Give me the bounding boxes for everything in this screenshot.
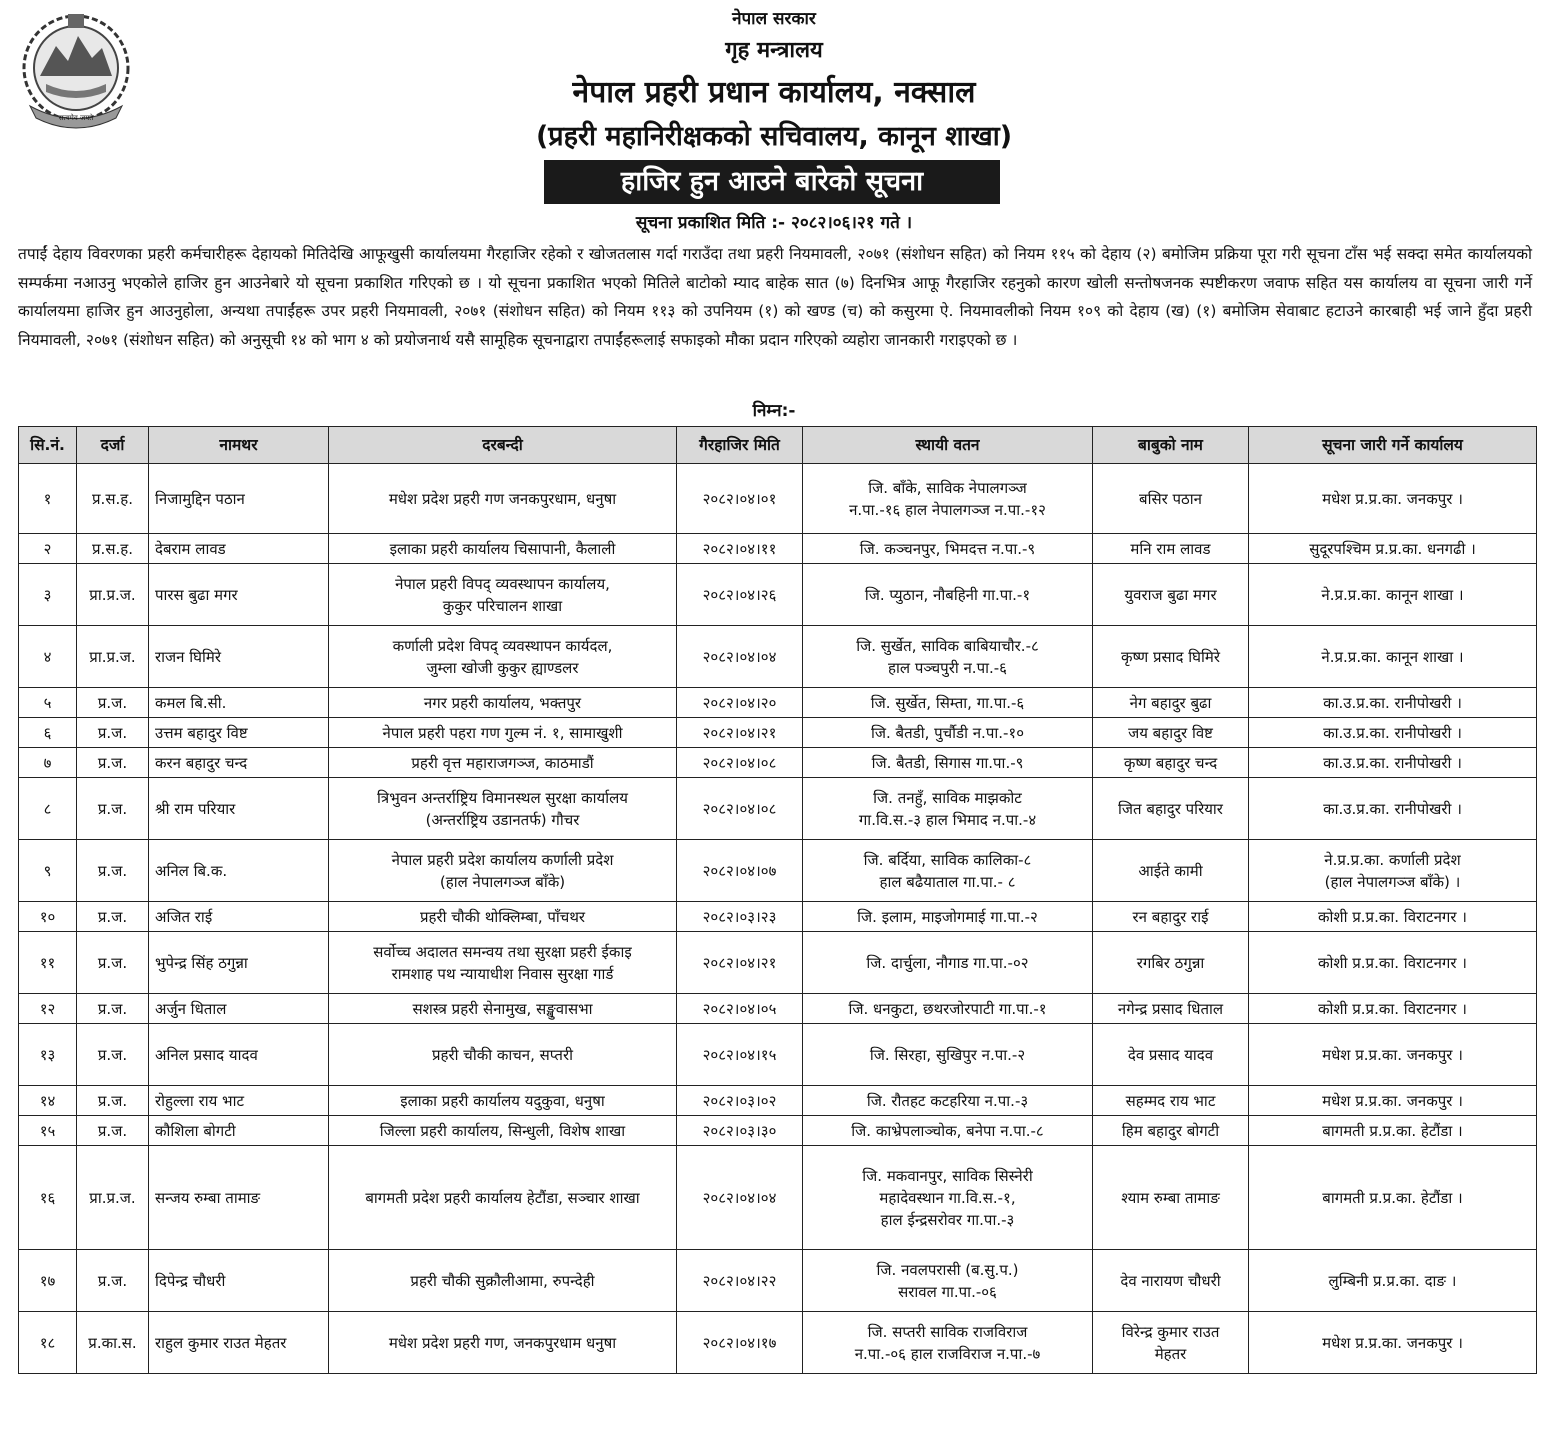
rank-cell: प्र.ज. — [77, 1024, 149, 1086]
office-cell — [1249, 464, 1537, 534]
address-cell — [803, 1086, 1093, 1116]
address-cell-line: जि. कञ्चनपुर, भिमदत्त न.पा.-९ — [859, 539, 1036, 558]
post-cell — [329, 994, 677, 1024]
sn-cell: २ — [19, 534, 77, 564]
name-cell: सन्जय रुम्बा तामाङ — [149, 1146, 329, 1250]
address-cell-line: जि. सुर्खेत, सिम्ता, गा.पा.-६ — [870, 693, 1025, 712]
father-cell-line: नगेन्द्र प्रसाद धिताल — [1117, 999, 1224, 1018]
rank-cell: प्रा.प्र.ज. — [77, 564, 149, 626]
name-cell: कमल बि.सी. — [149, 688, 329, 718]
date-cell: २०८२।०४।२१ — [677, 718, 803, 748]
sn-cell: ६ — [19, 718, 77, 748]
address-cell-line: जि. प्युठान, नौबहिनी गा.पा.-१ — [864, 585, 1031, 604]
date-cell: २०८२।०४।२० — [677, 688, 803, 718]
name-cell: उत्तम बहादुर विष्ट — [149, 718, 329, 748]
post-cell-line: प्रहरी चौकी सुक्रौलीआमा, रुपन्देही — [410, 1271, 595, 1290]
date-cell: २०८२।०४।२६ — [677, 564, 803, 626]
post-cell-line: नेपाल प्रहरी विपद् व्यवस्थापन कार्यालय, — [395, 574, 610, 593]
father-cell-line: जय बहादुर विष्ट — [1128, 723, 1213, 742]
sn-cell: ५ — [19, 688, 77, 718]
post-cell-line: नेपाल प्रहरी प्रदेश कार्यालय कर्णाली प्रदेश — [391, 850, 614, 869]
sn-cell: १५ — [19, 1116, 77, 1146]
sn-cell: ४ — [19, 626, 77, 688]
address-cell-line: जि. सुर्खेत, साविक बाबियाचौर.-८ — [856, 636, 1039, 655]
col-header-address: स्थायी वतन — [803, 427, 1093, 464]
address-cell-line: जि. दार्चुला, नौगाड गा.पा.-०२ — [866, 953, 1029, 972]
post-cell — [329, 1116, 677, 1146]
list-heading: निम्न:- — [752, 401, 796, 421]
rank-cell: प्र.ज. — [77, 1086, 149, 1116]
father-cell — [1093, 994, 1249, 1024]
rank-cell: प्र.ज. — [77, 1250, 149, 1312]
address-cell-line: जि. बर्दिया, साविक कालिका-८ — [863, 850, 1032, 869]
name-cell: अनिल प्रसाद यादव — [149, 1024, 329, 1086]
post-cell-line: त्रिभुवन अन्तर्राष्ट्रिय विमानस्थल सुरक्षा कार्यालय — [377, 788, 628, 807]
father-cell — [1093, 932, 1249, 994]
office-cell — [1249, 1116, 1537, 1146]
rank-cell: प्र.ज. — [77, 840, 149, 902]
date-cell: २०८२।०४।११ — [677, 534, 803, 564]
address-cell — [803, 994, 1093, 1024]
post-cell-line: जुम्ला खोजी कुकुर ह्याण्डलर — [426, 658, 579, 677]
post-cell — [329, 1146, 677, 1250]
name-cell: पारस बुढा मगर — [149, 564, 329, 626]
address-cell — [803, 902, 1093, 932]
absentee-table — [18, 426, 1537, 1374]
father-cell-line: रगबिर ठगुन्ना — [1136, 953, 1205, 972]
sn-cell: १२ — [19, 994, 77, 1024]
name-cell: अजित राई — [149, 902, 329, 932]
sn-cell: १० — [19, 902, 77, 932]
address-cell — [803, 1116, 1093, 1146]
date-cell: २०८२।०४।०८ — [677, 778, 803, 840]
office-cell-line: मधेश प्र.प्र.का. जनकपुर । — [1322, 489, 1463, 508]
col-header-father: बाबुको नाम — [1093, 427, 1249, 464]
post-cell-line: कुकुर परिचालन शाखा — [442, 596, 563, 615]
branch-title: (प्रहरी महानिरीक्षकको सचिवालय, कानून शाखा) — [535, 121, 1013, 152]
rank-cell: प्र.ज. — [77, 994, 149, 1024]
date-cell: २०८२।०४।०१ — [677, 464, 803, 534]
father-cell — [1093, 1086, 1249, 1116]
col-header-rank: दर्जा — [77, 427, 149, 464]
father-cell — [1093, 1024, 1249, 1086]
office-cell — [1249, 1250, 1537, 1312]
name-cell: राहुल कुमार राउत मेहतर — [149, 1312, 329, 1374]
rank-cell: प्र.ज. — [77, 688, 149, 718]
father-cell-line: बसिर पठान — [1139, 489, 1202, 508]
post-cell-line: मधेश प्रदेश प्रहरी गण, जनकपुरधाम धनुषा — [388, 1333, 617, 1352]
address-cell — [803, 1250, 1093, 1312]
rank-cell: प्रा.प्र.ज. — [77, 626, 149, 688]
address-cell — [803, 778, 1093, 840]
address-cell-line: हाल बढैयाताल गा.पा.- ८ — [879, 872, 1016, 891]
address-cell — [803, 840, 1093, 902]
address-cell-line: जि. सिरहा, सुखिपुर न.पा.-२ — [869, 1045, 1026, 1064]
address-cell-line: हाल ईन्द्रसरोवर गा.पा.-३ — [880, 1210, 1015, 1229]
office-cell-line: लुम्बिनी प्र.प्र.का. दाङ । — [1328, 1271, 1457, 1290]
name-cell: भुपेन्द्र सिंह ठगुन्ना — [149, 932, 329, 994]
address-cell-line: न.पा.-१६ हाल नेपालगञ्ज न.पा.-१२ — [849, 500, 1046, 519]
post-cell-line: सशस्त्र प्रहरी सेनामुख, सङ्खुवासभा — [412, 999, 593, 1018]
address-cell-line: जि. धनकुटा, छथरजोरपाटी गा.पा.-१ — [848, 999, 1047, 1018]
post-cell-line: (अन्तर्राष्ट्रिय उडानतर्फ) गौचर — [425, 810, 580, 829]
office-cell-line: का.उ.प्र.का. रानीपोखरी । — [1323, 799, 1462, 818]
post-cell — [329, 626, 677, 688]
rank-cell: प्र.ज. — [77, 902, 149, 932]
address-cell — [803, 718, 1093, 748]
post-cell — [329, 688, 677, 718]
office-cell-line: मधेश प्र.प्र.का. जनकपुर । — [1322, 1333, 1463, 1352]
table-row — [19, 1086, 1537, 1116]
post-cell-line: (हाल नेपालगञ्ज बाँके) — [439, 872, 566, 891]
post-cell-line: बागमती प्रदेश प्रहरी कार्यालय हेटौंडा, सञ्चार शाखा — [365, 1188, 640, 1207]
post-cell — [329, 564, 677, 626]
col-header-office: सूचना जारी गर्ने कार्यालय — [1249, 427, 1537, 464]
table-row — [19, 688, 1537, 718]
rank-cell: प्र.स.ह. — [77, 464, 149, 534]
name-cell: रोहुल्ला राय भाट — [149, 1086, 329, 1116]
office-cell-line: सुदूरपश्चिम प्र.प्र.का. धनगढी । — [1309, 539, 1476, 558]
office-cell-line: बागमती प्र.प्र.का. हेटौंडा । — [1322, 1121, 1463, 1140]
name-cell: राजन घिमिरे — [149, 626, 329, 688]
post-cell — [329, 932, 677, 994]
sn-cell: १४ — [19, 1086, 77, 1116]
name-cell: अर्जुन धिताल — [149, 994, 329, 1024]
ministry-title: गृह मन्त्रालय — [725, 38, 823, 63]
address-cell-line: जि. मकवानपुर, साविक सिस्नेरी — [862, 1166, 1033, 1185]
published-date: सूचना प्रकाशित मिति :- २०८२।०६।२१ गते । — [635, 213, 913, 233]
father-cell — [1093, 534, 1249, 564]
address-cell — [803, 688, 1093, 718]
office-cell — [1249, 1146, 1537, 1250]
father-cell-line: मेहतर — [1154, 1344, 1187, 1363]
date-cell: २०८२।०४।०८ — [677, 748, 803, 778]
address-cell — [803, 626, 1093, 688]
name-cell: देबराम लावड — [149, 534, 329, 564]
office-cell — [1249, 840, 1537, 902]
father-cell-line: देव नारायण चौधरी — [1120, 1271, 1221, 1290]
address-cell-line: जि. नवलपरासी (ब.सु.प.) — [876, 1260, 1019, 1279]
address-cell — [803, 464, 1093, 534]
date-cell: २०८२।०३।०२ — [677, 1086, 803, 1116]
address-cell — [803, 1146, 1093, 1250]
address-cell-line: महादेवस्थान गा.वि.स.-१, — [879, 1188, 1016, 1207]
father-cell — [1093, 748, 1249, 778]
father-cell-line: कृष्ण बहादुर चन्द — [1123, 753, 1218, 772]
father-cell-line: देव प्रसाद यादव — [1127, 1045, 1214, 1064]
rank-cell: प्र.ज. — [77, 748, 149, 778]
post-cell-line: नेपाल प्रहरी पहरा गण गुल्म नं. १, सामाखुशी — [382, 723, 623, 742]
table-row — [19, 748, 1537, 778]
office-cell — [1249, 626, 1537, 688]
father-cell-line: विरेन्द्र कुमार राउत — [1121, 1322, 1220, 1341]
table-row — [19, 932, 1537, 994]
rank-cell: प्र.ज. — [77, 778, 149, 840]
table-row — [19, 464, 1537, 534]
address-cell-line: जि. बैतडी, सिगास गा.पा.-९ — [871, 753, 1024, 772]
sn-cell: १ — [19, 464, 77, 534]
father-cell — [1093, 840, 1249, 902]
post-cell — [329, 902, 677, 932]
rank-cell: प्र.ज. — [77, 1116, 149, 1146]
notice-title-banner: हाजिर हुन आउने बारेको सूचना — [544, 160, 1000, 204]
post-cell — [329, 718, 677, 748]
table-row — [19, 840, 1537, 902]
office-cell — [1249, 688, 1537, 718]
sn-cell: ८ — [19, 778, 77, 840]
date-cell: २०८२।०४।०७ — [677, 840, 803, 902]
father-cell — [1093, 464, 1249, 534]
father-cell — [1093, 1250, 1249, 1312]
father-cell — [1093, 1116, 1249, 1146]
father-cell-line: कृष्ण प्रसाद घिमिरे — [1121, 647, 1220, 666]
address-cell-line: न.पा.-०६ हाल राजविराज न.पा.-७ — [854, 1344, 1041, 1363]
office-cell — [1249, 778, 1537, 840]
name-cell: अनिल बि.क. — [149, 840, 329, 902]
address-cell-line: जि. काभ्रेपलाञ्चोक, बनेपा न.पा.-८ — [851, 1121, 1044, 1140]
sn-cell: १६ — [19, 1146, 77, 1250]
date-cell: २०८२।०४।१५ — [677, 1024, 803, 1086]
svg-text:सत्यमेव जयते: सत्यमेव जयते — [58, 114, 94, 122]
col-header-post: दरबन्दी — [329, 427, 677, 464]
sn-cell: ९ — [19, 840, 77, 902]
sn-cell: ३ — [19, 564, 77, 626]
father-cell-line: मनि राम लावड — [1130, 539, 1211, 558]
post-cell — [329, 464, 677, 534]
table-row — [19, 626, 1537, 688]
table-row — [19, 1146, 1537, 1250]
post-cell — [329, 1086, 677, 1116]
office-cell — [1249, 564, 1537, 626]
table-row — [19, 1312, 1537, 1374]
father-cell — [1093, 778, 1249, 840]
address-cell — [803, 564, 1093, 626]
father-cell — [1093, 1146, 1249, 1250]
table-row — [19, 1024, 1537, 1086]
office-cell-line: ने.प्र.प्र.का. कानून शाखा । — [1321, 585, 1464, 604]
post-cell-line: नगर प्रहरी कार्यालय, भक्तपुर — [423, 693, 582, 712]
office-cell-line: का.उ.प्र.का. रानीपोखरी । — [1323, 693, 1462, 712]
post-cell-line: इलाका प्रहरी कार्यालय यदुकुवा, धनुषा — [400, 1091, 605, 1110]
address-cell — [803, 534, 1093, 564]
rank-cell: प्रा.प्र.ज. — [77, 1146, 149, 1250]
col-header-date: गैरहाजिर मिति — [677, 427, 803, 464]
office-cell-line: बागमती प्र.प्र.का. हेटौंडा । — [1322, 1188, 1463, 1207]
father-cell-line: जित बहादुर परियार — [1118, 799, 1223, 818]
col-header-name: नामथर — [149, 427, 329, 464]
post-cell-line: मधेश प्रदेश प्रहरी गण जनकपुरधाम, धनुषा — [388, 489, 617, 508]
address-cell-line: सरावल गा.पा.-०६ — [898, 1282, 997, 1301]
date-cell: २०८२।०४।०४ — [677, 1146, 803, 1250]
address-cell-line: जि. सप्तरी साविक राजविराज — [867, 1322, 1028, 1341]
father-cell-line: युवराज बुढा मगर — [1124, 585, 1217, 604]
office-cell — [1249, 718, 1537, 748]
address-cell — [803, 932, 1093, 994]
office-cell-line: ने.प्र.प्र.का. कर्णाली प्रदेश — [1324, 850, 1461, 869]
sn-cell: १३ — [19, 1024, 77, 1086]
father-cell-line: हिम बहादुर बोगटी — [1121, 1121, 1220, 1140]
address-cell — [803, 1312, 1093, 1374]
post-cell-line: इलाका प्रहरी कार्यालय चिसापानी, कैलाली — [389, 539, 616, 558]
address-cell — [803, 1024, 1093, 1086]
post-cell-line: प्रहरी चौकी थोक्लिम्बा, पाँचथर — [419, 907, 586, 926]
table-row — [19, 1250, 1537, 1312]
rank-cell: प्र.का.स. — [77, 1312, 149, 1374]
post-cell — [329, 534, 677, 564]
office-cell — [1249, 1024, 1537, 1086]
notice-body: तपाईं देहाय विवरणका प्रहरी कर्मचारीहरू देहायको मितिदेखि आफूखुसी कार्यालयमा गैरहाजिर रहेको र खोजतलास गर्दा गराउँदा तथा प्रहरी नियमावली, २०७१ (संशोधन सहित) को नियम ११५ को देहाय (२) बमोजिम प्रक्रिया पूरा गरी सूचना टाँस भई सक्दा समेत कार्यालयको सम्पर्कमा नआउनु भएकोले हाजिर हुन आउनेबारे यो सूचना प्रकाशित गरिएको छ । यो सूचना प्रकाशित भएको मितिले बाटोको म्याद बाहेक सात (७) दिनभित्र आफू गैरहाजिर रहनुको कारण खोली सन्तोषजनक स्पष्टीकरण जवाफ सहित यस कार्यालय वा सूचना जारी गर्ने कार्यालयमा हाजिर हुन आउनुहोला, अन्यथा तपाईंहरू उपर प्रहरी नियमावली, २०७१ (संशोधन सहित) को नियम ११३ को उपनियम (१) को खण्ड (च) को कसुरमा ऐ. नियमावलीको नियम १०९ को देहाय (ख) (१) बमोजिम सेवाबाट हटाउने कारबाही भई जाने हुँदा प्रहरी नियमावली, २०७१ (संशोधन सहित) को अनुसूची १४ को भाग ४ को प्रयोजनार्थ यसै सामूहिक सूचनाद्वारा तपाईंहरूलाई सफाइको मौका प्रदान गरिएको व्यहोरा जानकारी गराइएको छ । — [18, 245, 1532, 349]
date-cell: २०८२।०३।३० — [677, 1116, 803, 1146]
office-cell-line: कोशी प्र.प्र.का. विराटनगर । — [1318, 999, 1467, 1018]
table-row — [19, 902, 1537, 932]
col-header-sn: सि.नं. — [19, 427, 77, 464]
office-cell-line: का.उ.प्र.का. रानीपोखरी । — [1323, 723, 1462, 742]
post-cell-line: कर्णाली प्रदेश विपद् व्यवस्थापन कार्यदल, — [392, 636, 613, 655]
rank-cell: प्र.ज. — [77, 718, 149, 748]
father-cell-line: श्याम रुम्बा तामाङ — [1121, 1188, 1220, 1207]
post-cell-line: रामशाह पथ न्यायाधीश निवास सुरक्षा गार्ड — [391, 964, 614, 983]
office-cell-line: मधेश प्र.प्र.का. जनकपुर । — [1322, 1091, 1463, 1110]
date-cell: २०८२।०४।१७ — [677, 1312, 803, 1374]
post-cell — [329, 778, 677, 840]
table-row — [19, 564, 1537, 626]
address-cell-line: हाल पञ्चपुरी न.पा.-६ — [888, 658, 1007, 677]
rank-cell: प्र.ज. — [77, 932, 149, 994]
post-cell — [329, 1250, 677, 1312]
rank-cell: प्र.स.ह. — [77, 534, 149, 564]
father-cell — [1093, 564, 1249, 626]
post-cell-line: जिल्ला प्रहरी कार्यालय, सिन्धुली, विशेष शाखा — [379, 1121, 626, 1140]
office-cell — [1249, 932, 1537, 994]
table-row — [19, 994, 1537, 1024]
post-cell-line: प्रहरी वृत्त महाराजगञ्ज, काठमाडौं — [411, 753, 594, 772]
post-cell — [329, 840, 677, 902]
name-cell: श्री राम परियार — [149, 778, 329, 840]
address-cell-line: जि. इलाम, माइजोगमाई गा.पा.-२ — [857, 907, 1038, 926]
post-cell — [329, 748, 677, 778]
address-cell-line: जि. बैतडी, पुर्चौडी न.पा.-१० — [871, 723, 1024, 742]
date-cell: २०८२।०४।०५ — [677, 994, 803, 1024]
father-cell — [1093, 902, 1249, 932]
sn-cell: ७ — [19, 748, 77, 778]
office-cell — [1249, 1086, 1537, 1116]
date-cell: २०८२।०४।०४ — [677, 626, 803, 688]
name-cell: दिपेन्द्र चौधरी — [149, 1250, 329, 1312]
table-row — [19, 718, 1537, 748]
father-cell — [1093, 688, 1249, 718]
address-cell-line: जि. बाँके, साविक नेपालगञ्ज — [868, 478, 1027, 497]
name-cell: करन बहादुर चन्द — [149, 748, 329, 778]
date-cell: २०८२।०४।२२ — [677, 1250, 803, 1312]
father-cell — [1093, 1312, 1249, 1374]
name-cell: कौशिला बोगटी — [149, 1116, 329, 1146]
table-row — [19, 534, 1537, 564]
address-cell — [803, 748, 1093, 778]
address-cell-line: जि. रौतहट कटहरिया न.पा.-३ — [866, 1091, 1029, 1110]
post-cell — [329, 1312, 677, 1374]
office-cell-line: (हाल नेपालगञ्ज बाँके) । — [1324, 872, 1461, 891]
sn-cell: १७ — [19, 1250, 77, 1312]
office-cell-line: कोशी प्र.प्र.का. विराटनगर । — [1318, 907, 1467, 926]
office-cell-line: ने.प्र.प्र.का. कानून शाखा । — [1321, 647, 1464, 666]
father-cell-line: नेग बहादुर बुढा — [1129, 693, 1212, 712]
father-cell — [1093, 718, 1249, 748]
office-cell — [1249, 748, 1537, 778]
date-cell: २०८२।०३।२३ — [677, 902, 803, 932]
father-cell-line: सहम्मद राय भाट — [1125, 1091, 1216, 1110]
father-cell-line: आईते कामी — [1138, 861, 1203, 880]
address-cell-line: जि. तनहुँ, साविक माझकोट — [873, 788, 1022, 807]
govt-title: नेपाल सरकार — [732, 9, 816, 29]
address-cell-line: गा.वि.स.-३ हाल भिमाद न.पा.-४ — [858, 810, 1037, 829]
office-cell-line: मधेश प्र.प्र.का. जनकपुर । — [1322, 1045, 1463, 1064]
date-cell: २०८२।०४।२१ — [677, 932, 803, 994]
name-cell: निजामुद्दिन पठान — [149, 464, 329, 534]
office-cell — [1249, 534, 1537, 564]
office-cell-line: कोशी प्र.प्र.का. विराटनगर । — [1318, 953, 1467, 972]
father-cell-line: रन बहादुर राई — [1132, 907, 1209, 926]
table-header-row — [19, 427, 1537, 464]
post-cell — [329, 1024, 677, 1086]
office-cell — [1249, 1312, 1537, 1374]
office-cell-line: का.उ.प्र.का. रानीपोखरी । — [1323, 753, 1462, 772]
father-cell — [1093, 626, 1249, 688]
post-cell-line: सर्वोच्च अदालत समन्वय तथा सुरक्षा प्रहरी ईकाइ — [373, 942, 632, 961]
table-row — [19, 778, 1537, 840]
office-title: नेपाल प्रहरी प्रधान कार्यालय, नक्साल — [572, 75, 976, 110]
sn-cell: १८ — [19, 1312, 77, 1374]
table-row — [19, 1116, 1537, 1146]
post-cell-line: प्रहरी चौकी काचन, सप्तरी — [432, 1045, 573, 1064]
sn-cell: ११ — [19, 932, 77, 994]
office-cell — [1249, 902, 1537, 932]
office-cell — [1249, 994, 1537, 1024]
